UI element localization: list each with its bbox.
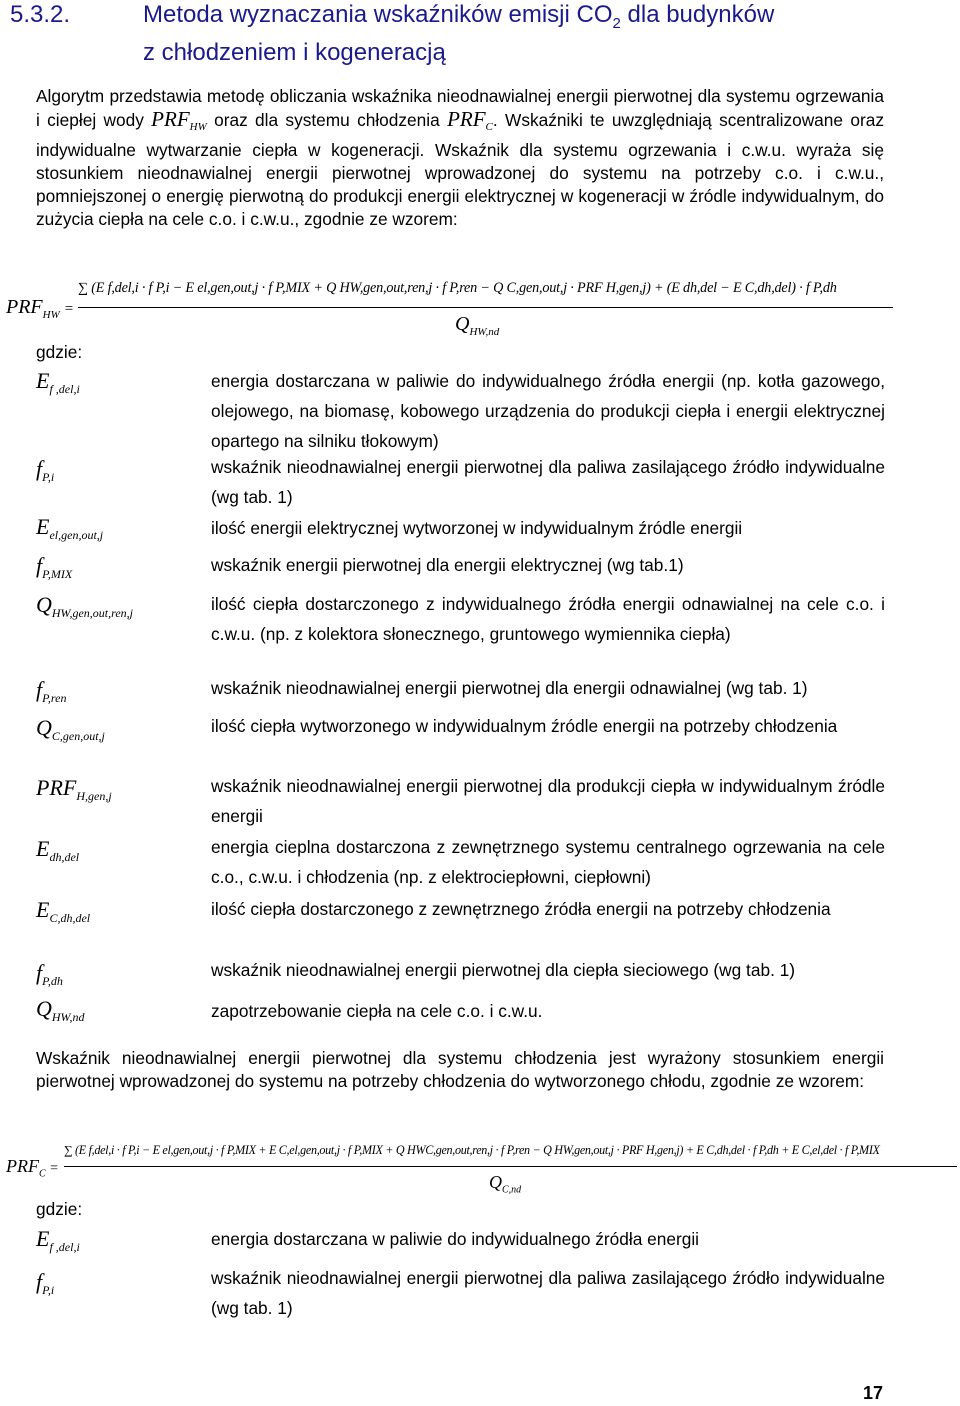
formula1-fraction-line: [78, 307, 893, 308]
symbol-e-c-dh-del: $E_{C,dh,del}$: [36, 897, 91, 925]
definition-text: wskaźnik nieodnawialnej energii pierwotnej dla ciepła sieciowego (wg tab. 1): [211, 960, 796, 980]
symbol-e-dh-del: $E_{dh,del}$: [36, 836, 80, 864]
definition-text: ilość energii elektrycznej wytworzonej w indywidualnym źródle energii: [211, 518, 743, 538]
symbol-e-f-del-i: $E_{f ,del,i}$: [36, 368, 80, 396]
symbol-f-p-ren: $f_{P,ren}$: [36, 677, 67, 705]
formula2-denominator: $Q_{C,nd}$: [489, 1172, 522, 1196]
definition-text: energia dostarczana w paliwie do indywidualnego źródła energii: [211, 1229, 700, 1249]
formula2-numerator: ∑ (E f,del,i · f P,i − E el,gen,out,j · f P,MIX + E C,el,gen,out,j · f P,MIX + Q HWC,gen,out,ren,j · f P,ren − Q HW,gen,out,j · PRF H,gen,j) + E C,dh,del · f P,dh + E C,el,del · f P,MIX: [64, 1143, 880, 1157]
symbol-f-p-i: $f_{P,i}$: [36, 456, 55, 484]
formula1-lhs: $PRF_{HW}$ =: [6, 296, 74, 321]
definition-text: energia dostarczana w paliwie do indywidualnego źródła energii (np. kotła gazowego, olejowego, na biomasę, kobowego urządzenia do produkcji ciepła i energii elektrycznej opartego na silniku tłokowym): [211, 371, 885, 451]
definition-text: ilość ciepła wytworzonego w indywidualnym źródle energii na potrzeby chłodzenia: [211, 716, 838, 736]
where-label-2: gdzie:: [36, 1199, 83, 1219]
definition-text: energia cieplna dostarczona z zewnętrznego systemu centralnego ogrzewania na cele c.o., c.w.u. i chłodzenia (np. z elektrociepłowni, ciepłowni): [211, 837, 885, 887]
cooling-intro-paragraph: Wskaźnik nieodnawialnej energii pierwotnej dla systemu chłodzenia jest wyrażony stosunkiem energii pierwotnej wprowadzonej do systemu na potrzeby chłodzenia do wytworzonego chłodu, zgodnie ze wzorem:: [36, 1048, 884, 1091]
definition-text: wskaźnik nieodnawialnej energii pierwotnej dla paliwa zasilającego źródło indywidualne (wg tab. 1): [211, 457, 885, 507]
definition-text: ilość ciepła dostarczonego z indywidualnego źródła energii odnawialnej na cele c.o. i c.w.u. (np. z kolektora słonecznego, gruntowego wymiennika ciepła): [211, 594, 885, 644]
prf-hw-symbol: $PRF_{HW}$: [151, 107, 207, 133]
page-number: 17: [863, 1383, 884, 1403]
symbol-q-hw-nd: $Q_{HW,nd}$: [36, 996, 85, 1024]
formula2-fraction-line: [64, 1166, 957, 1167]
definition-text: wskaźnik nieodnawialnej energii pierwotnej dla energii odnawialnej (wg tab. 1): [211, 678, 808, 698]
symbol-prf-h-gen-j: $PRF_{H,gen,j}$: [36, 775, 112, 803]
symbol-f-p-dh: $f_{P,dh}$: [36, 960, 63, 988]
section-number: 5.3.2.: [10, 1, 71, 28]
section-title: Metoda wyznaczania wskaźników emisji $CO_2$ dla budynków z chłodzeniem i kogeneracją: [143, 1, 775, 66]
symbol-q-c-gen-out-j: $Q_{C,gen,out,j}$: [36, 715, 105, 743]
symbol-e-f-del-i: $E_{f ,del,i}$: [36, 1226, 80, 1254]
symbol-q-hw-gen-out-ren-j: $Q_{HW,gen,out,ren,j}$: [36, 592, 133, 620]
definition-text: ilość ciepła dostarczonego z zewnętrznego źródła energii na potrzeby chłodzenia: [211, 899, 831, 919]
formula1-denominator: $Q_{HW,nd}$: [455, 313, 500, 338]
symbol-e-el-gen-out-j: $E_{el,gen,out,j}$: [36, 514, 104, 542]
definition-text: zapotrzebowanie ciepła na cele c.o. i c.w.u.: [211, 1001, 543, 1021]
definition-text: wskaźnik energii pierwotnej dla energii elektrycznej (wg tab.1): [211, 555, 684, 575]
definition-text: wskaźnik nieodnawialnej energii pierwotnej dla produkcji ciepła w indywidualnym źródle energii: [211, 776, 885, 826]
formula2-lhs: $PRF_C$ =: [6, 1156, 59, 1180]
symbol-f-p-i: $f_{P,i}$: [36, 1269, 55, 1297]
where-label-1: gdzie:: [36, 342, 83, 362]
prf-c-symbol: $PRF_C$: [447, 107, 493, 133]
intro-paragraph: Algorytm przedstawia metodę obliczania wskaźnika nieodnawialnej energii pierwotnej dla systemu ogrzewania i ciepłej wody $PRF_{HW}$ oraz dla systemu chłodzenia $PRF_C$. Wskaźniki te uwzględniają scentralizowane oraz indywidualne wytwarzanie ciepła w kogeneracji. Wskaźnik dla systemu ogrzewania i c.w.u. wyraża się stosunkiem nieodnawialnej energii pierwotnej wprowadzonej do systemu na potrzeby c.o. i c.w.u., pomniejszonej o energię pierwotną do produkcji energii elektrycznej w kogeneracji w źródle indywidualnym, do zużycia ciepła na cele c.o. i c.w.u., zgodnie ze wzorem:: [36, 86, 884, 229]
formula1-numerator: ∑ (E f,del,i · f P,i − E el,gen,out,j · f P,MIX + Q HW,gen,out,ren,j · f P,ren − Q C,gen,out,j · PRF H,gen,j) + (E dh,del − E C,dh,del) · f P,dh: [78, 280, 837, 296]
definition-text: wskaźnik nieodnawialnej energii pierwotnej dla paliwa zasilającego źródło indywidualne (wg tab. 1): [211, 1268, 885, 1318]
symbol-f-p-mix: $f_{P,MIX}$: [36, 553, 73, 581]
